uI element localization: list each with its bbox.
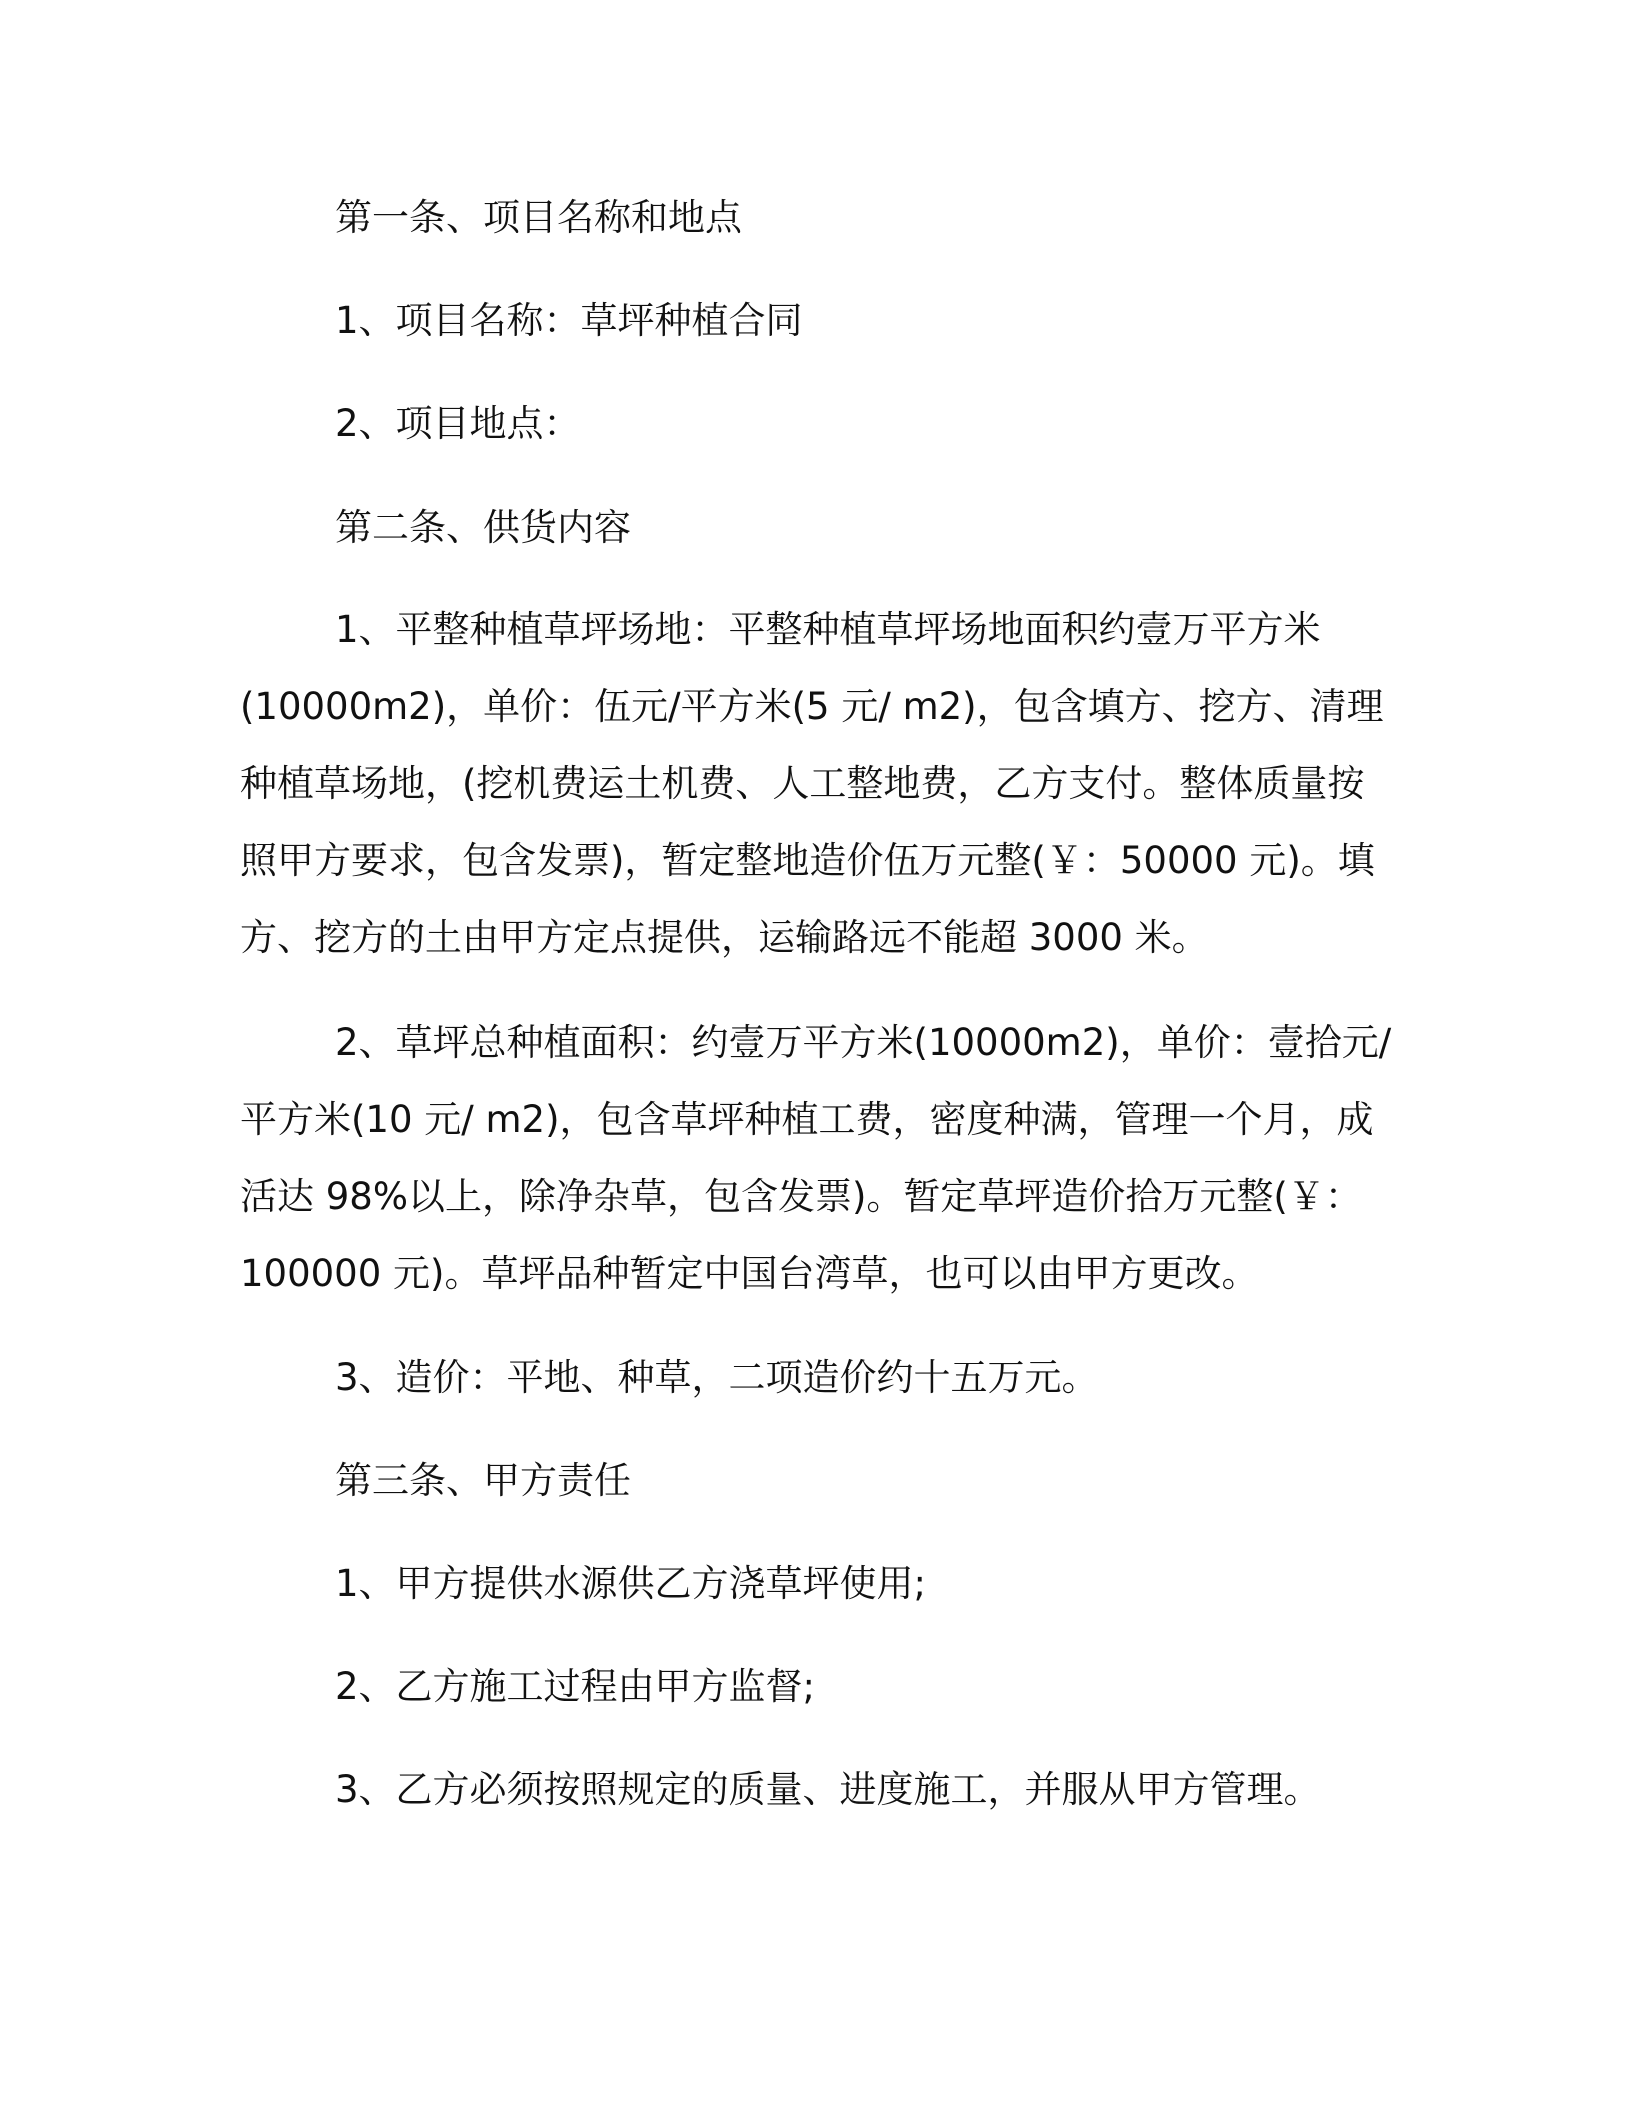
article-1-item-2: 2、项目地点： xyxy=(335,402,581,445)
article-2-item-3: 3、造价：平地、种草，二项造价约十五万元。 xyxy=(335,1356,1099,1399)
paragraph-line: 平方米(10 元/ m2)，包含草坪种植工费，密度种满，管理一个月，成 xyxy=(240,1098,1374,1141)
article-3-item-2: 2、乙方施工过程由甲方监督; xyxy=(335,1665,816,1708)
paragraph-line: 2、草坪总种植面积：约壹万平方米(10000m2)，单价：壹拾元/ xyxy=(335,1021,1392,1064)
article-2-heading: 第二条、供货内容 xyxy=(335,506,631,549)
article-1-heading: 第一条、项目名称和地点 xyxy=(335,196,742,239)
paragraph-line: 方、挖方的土由甲方定点提供，运输路远不能超 3000 米。 xyxy=(240,916,1209,959)
paragraph-line: 100000 元)。草坪品种暂定中国台湾草，也可以由甲方更改。 xyxy=(240,1252,1259,1295)
paragraph-line: 1、平整种植草坪场地：平整种植草坪场地面积约壹万平方米 xyxy=(335,608,1321,651)
article-3-item-3: 3、乙方必须按照规定的质量、进度施工，并服从甲方管理。 xyxy=(335,1768,1321,1811)
paragraph-line: 照甲方要求，包含发票)，暂定整地造价伍万元整(￥：50000 元)。填 xyxy=(240,839,1375,882)
article-3-heading: 第三条、甲方责任 xyxy=(335,1459,631,1502)
paragraph-line: 活达 98%以上，除净杂草，包含发票)。暂定草坪造价拾万元整(￥： xyxy=(240,1175,1362,1218)
paragraph-line: (10000m2)，单价：伍元/平方米(5 元/ m2)，包含填方、挖方、清理 xyxy=(240,685,1384,728)
paragraph-line: 种植草场地，(挖机费运土机费、人工整地费，乙方支付。整体质量按 xyxy=(240,762,1365,805)
article-1-item-1: 1、项目名称：草坪种植合同 xyxy=(335,299,803,342)
article-3-item-1: 1、甲方提供水源供乙方浇草坪使用; xyxy=(335,1562,927,1605)
